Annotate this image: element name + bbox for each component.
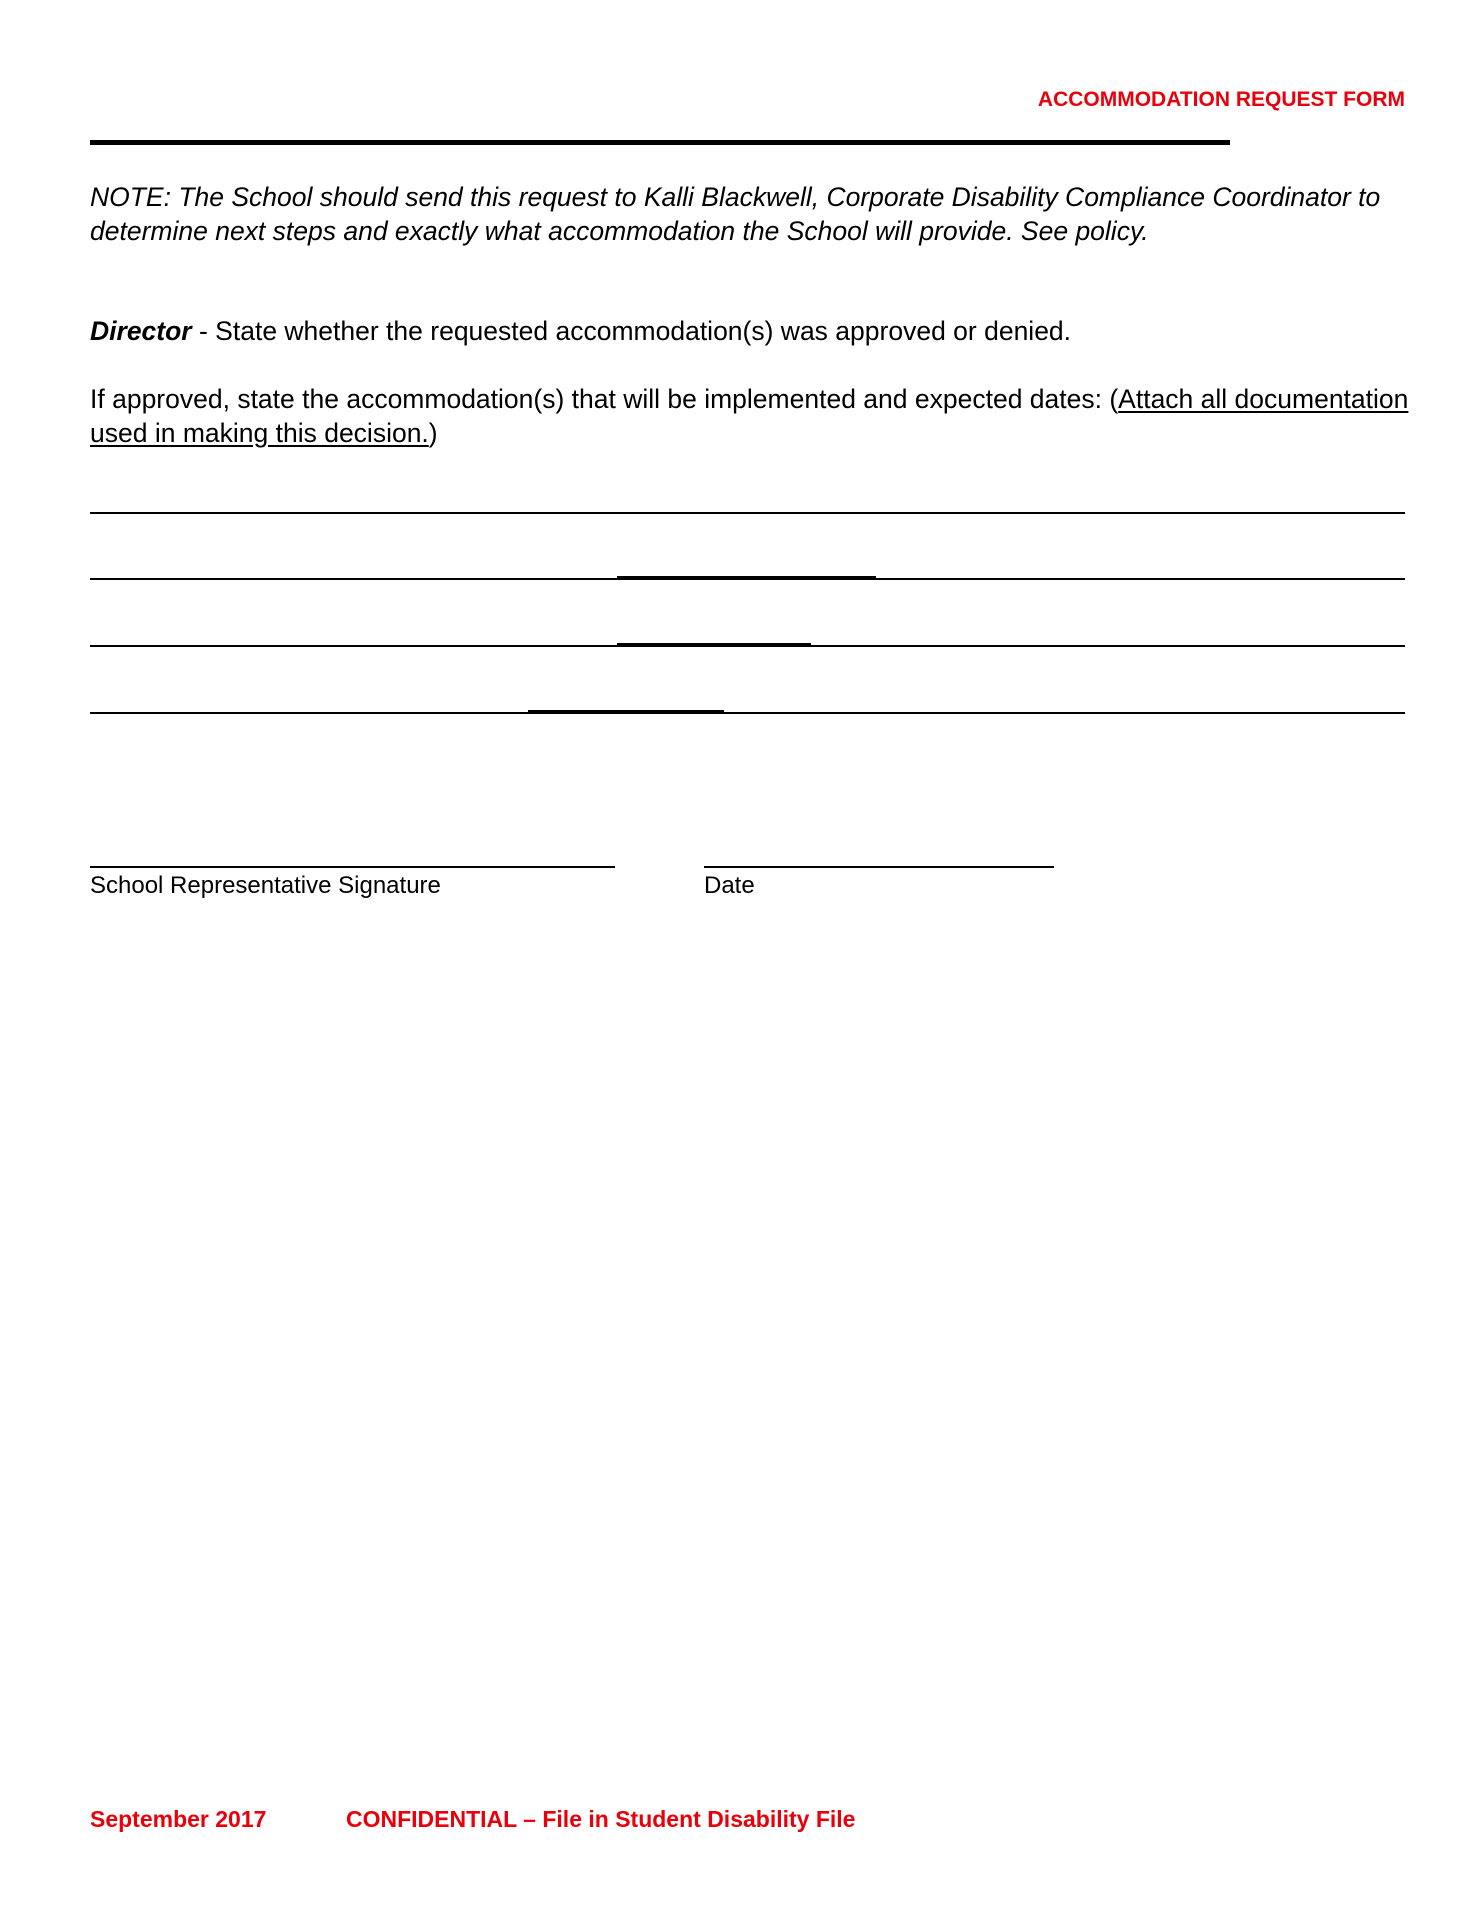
attach-documentation-note: Attach all documentation used in making this decision. — [90, 384, 1409, 448]
note-paragraph: NOTE: The School should send this request to Kalli Blackwell, Corporate Disability Compliance Coordinator to determine next steps and exactly what accommodation the School will provide. See policy. — [90, 182, 1381, 246]
response-line-1[interactable] — [90, 512, 1405, 514]
footer-date: September 2017 — [90, 1806, 267, 1832]
approved-text: If approved, state the accommodation(s) that will be implemented and expected dates: ( — [90, 384, 1119, 414]
header-divider — [90, 140, 1230, 145]
date-label: Date — [704, 872, 755, 899]
date-line[interactable] — [704, 866, 1054, 868]
response-line-segment — [617, 643, 811, 646]
response-line-segment — [528, 710, 724, 713]
signature-label: School Representative Signature — [90, 872, 441, 899]
signature-line[interactable] — [90, 866, 615, 868]
response-line-segment — [617, 576, 876, 579]
form-title: ACCOMMODATION REQUEST FORM — [1037, 88, 1405, 111]
approved-instruction — [90, 382, 1420, 450]
director-text: - State whether the requested accommodation(s) was approved or denied. — [191, 316, 1072, 346]
response-line-4[interactable] — [90, 712, 1405, 714]
director-label: Director — [90, 316, 192, 346]
footer-confidential: CONFIDENTIAL – File in Student Disability File — [346, 1806, 856, 1832]
director-instruction — [90, 314, 1071, 348]
approved-close: ) — [428, 418, 438, 448]
